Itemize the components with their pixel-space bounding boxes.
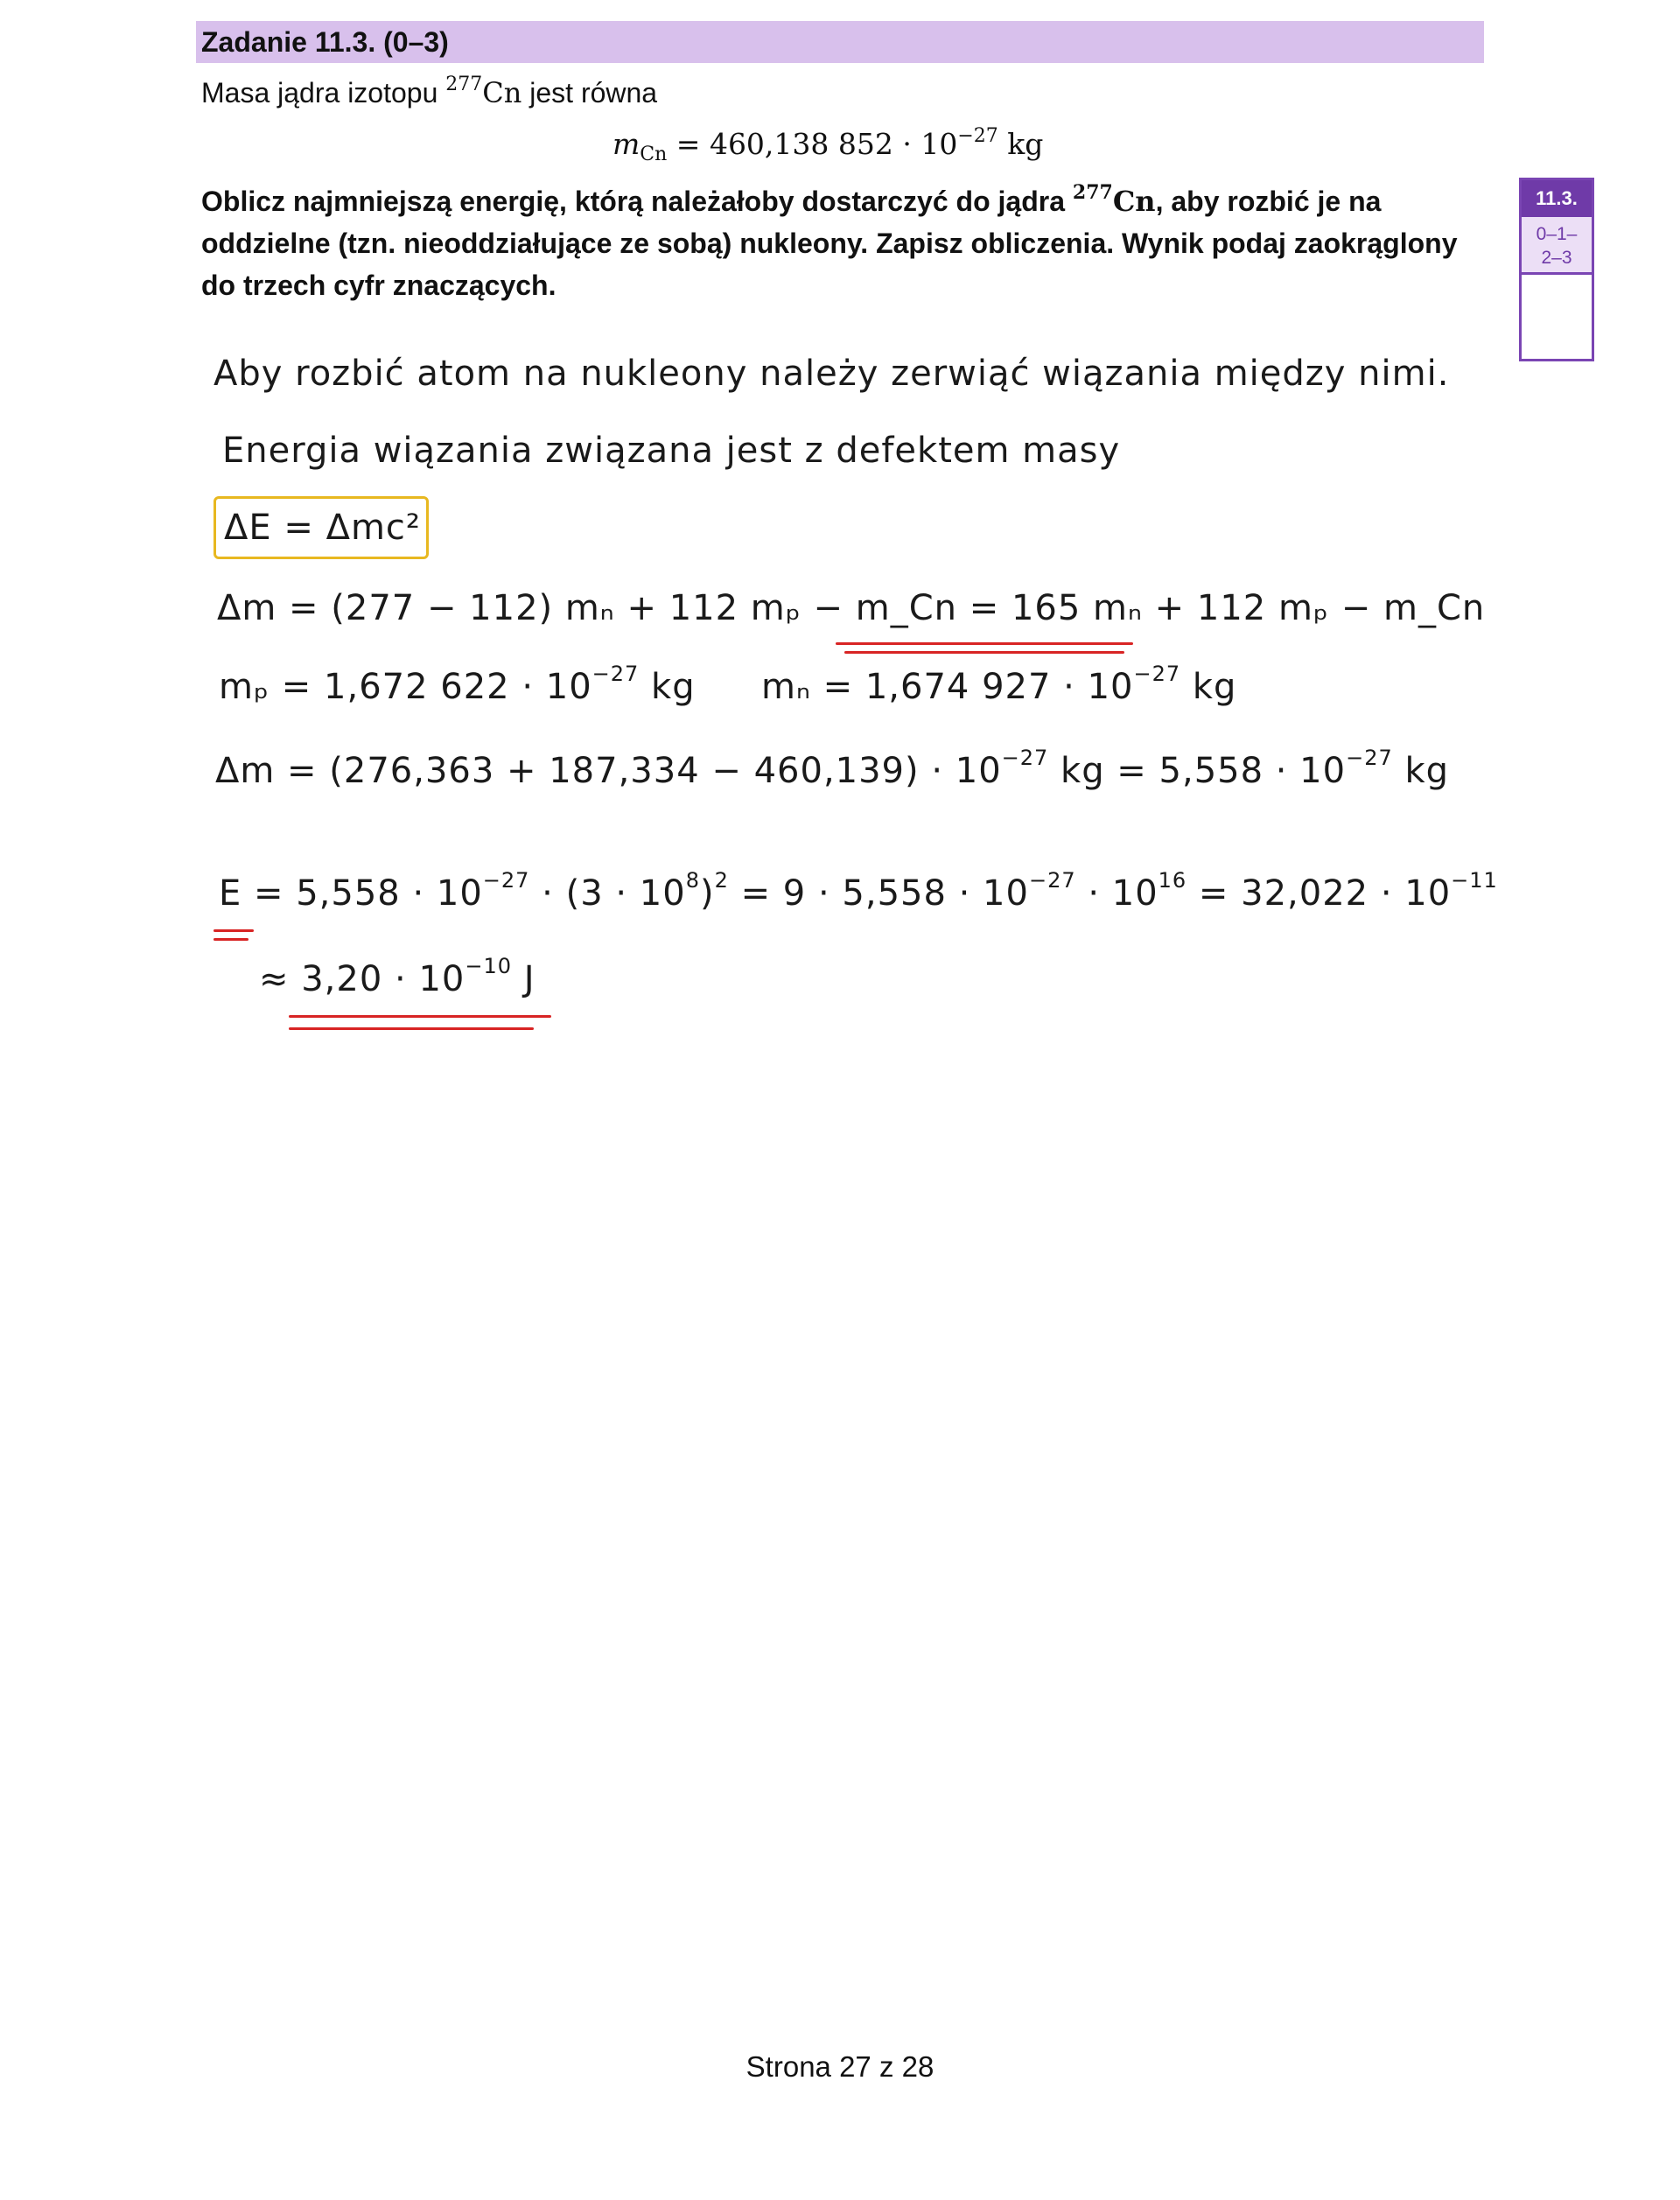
page-number: Strona 27 z 28	[746, 2050, 934, 2083]
neutron-mass-unit: kg	[1180, 667, 1237, 707]
neutron-mass: mₙ = 1,674 927 · 10	[761, 667, 1134, 707]
intro-before: Masa jądra izotopu	[201, 77, 446, 109]
red-underline-result	[289, 1015, 551, 1018]
answer-line-3: ΔE = Δmc²	[224, 508, 421, 548]
mass-defect-sum-exponent: −27	[1001, 746, 1049, 770]
intro-text	[201, 75, 657, 110]
mass-defect-result-exponent: −27	[1346, 746, 1393, 770]
energy-eq-f-exponent: −11	[1451, 868, 1498, 893]
score-task-number: 11.3.	[1522, 180, 1592, 217]
energy-eq-b-exponent: 8	[685, 868, 700, 893]
score-range	[1522, 217, 1592, 275]
energy-eq-b: · (3 · 10	[529, 873, 686, 914]
question-isotope-mass: 277	[1072, 181, 1113, 204]
mass-defect-result: kg = 5,558 · 10	[1048, 751, 1347, 791]
nucleus-mass-formula	[612, 125, 1138, 164]
mass-defect-unit: kg	[1392, 751, 1450, 791]
intro-after: jest równa	[522, 77, 658, 109]
answer-line-4: Δm = (277 − 112) mₙ + 112 mₚ − m_Cn = 165 mₙ + 112 mₚ − m_Cn	[217, 588, 1486, 628]
energy-eq-e-exponent: 16	[1158, 868, 1187, 893]
neutron-mass-exponent: −27	[1133, 662, 1181, 686]
energy-eq-e: · 10	[1075, 873, 1158, 914]
energy-eq-a-exponent: −27	[482, 868, 530, 893]
formula-value: = 460,138 852 · 10	[667, 127, 958, 161]
answer-line-5a	[219, 662, 696, 707]
question-before: Oblicz najmniejszą energię, którą należałoby dostarczyć do jądra	[201, 186, 1073, 217]
answer-line-7	[219, 868, 1498, 914]
formula-unit: kg	[998, 127, 1044, 161]
energy-eq-f: = 32,022 · 10	[1186, 873, 1452, 914]
energy-eq-d: = 9 · 5,558 · 10	[728, 873, 1029, 914]
red-underline-E	[214, 929, 254, 932]
question-isotope-symbol: Cn	[1112, 185, 1156, 218]
red-underline-E-2	[214, 938, 248, 941]
question-after: , aby rozbić je na oddzielne (tzn. nieoddziałujące ze sobą) nukleony. Zapisz obliczenia. Wynik podaj zaokrąglony do trzech cyfr znaczących.	[201, 186, 1458, 301]
proton-mass-unit: kg	[639, 667, 696, 707]
final-result-unit: J	[512, 959, 536, 999]
isotope-mass-number: 277	[445, 74, 483, 95]
score-range-line1: 0–1–	[1536, 224, 1578, 244]
task-title: Zadanie 11.3. (0–3)	[196, 21, 1484, 63]
energy-eq-d-exponent: −27	[1028, 868, 1076, 893]
score-range-line2: 2–3	[1541, 248, 1572, 268]
energy-eq-a: E = 5,558 · 10	[219, 873, 483, 914]
final-result-exponent: −10	[465, 954, 512, 978]
energy-eq-c: )	[699, 873, 715, 914]
red-underline-dm	[836, 642, 1133, 645]
answer-line-6	[215, 746, 1450, 791]
answer-line-2: Energia wiązania związana jest z defektem masy	[222, 431, 1121, 471]
question-text	[201, 180, 1479, 306]
mass-defect-sum: Δm = (276,363 + 187,334 − 460,139) · 10	[215, 751, 1002, 791]
formula-exponent: −27	[957, 125, 998, 147]
score-entry-field[interactable]	[1522, 275, 1592, 359]
final-result: ≈ 3,20 · 10	[259, 959, 466, 999]
proton-mass: mₚ = 1,672 622 · 10	[219, 667, 592, 707]
answer-line-1: Aby rozbić atom na nukleony należy zerwiąć wiązania między nimi.	[214, 354, 1450, 394]
red-underline-dm-2	[844, 651, 1124, 654]
answer-line-5b	[761, 662, 1237, 707]
formula-mass-symbol: m	[612, 127, 640, 161]
formula-subscript: Cn	[640, 144, 668, 165]
isotope-symbol: Cn	[482, 76, 522, 109]
energy-eq-c-exponent: 2	[714, 868, 729, 893]
proton-mass-exponent: −27	[592, 662, 640, 686]
red-underline-result-2	[289, 1027, 534, 1030]
answer-line-8	[259, 954, 536, 999]
score-box	[1519, 178, 1594, 361]
